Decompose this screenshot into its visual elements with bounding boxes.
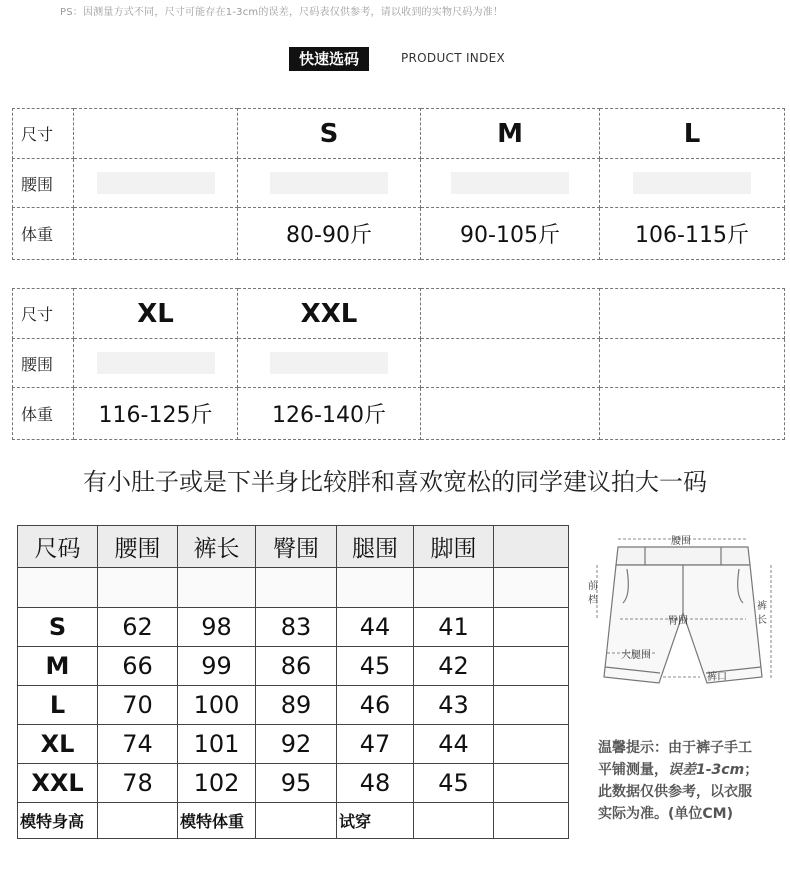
tip-line [598, 759, 788, 781]
table-row [18, 764, 569, 803]
leg-opening-value: 44 [414, 725, 494, 764]
table-row [13, 339, 785, 388]
weight-cell: 90-105斤 [421, 208, 600, 260]
waist-value: 70 [98, 686, 178, 725]
blurred-cell [421, 159, 600, 208]
table-header-row [18, 526, 569, 568]
table-row [18, 608, 569, 647]
empty-cell [421, 339, 600, 388]
size-label: M [18, 647, 98, 686]
try-on-label: 试穿 [337, 803, 414, 839]
thigh-value: 48 [337, 764, 414, 803]
thigh-value: 45 [337, 647, 414, 686]
waist-value: 74 [98, 725, 178, 764]
table-footer-row [18, 803, 569, 839]
empty-cell [600, 388, 785, 440]
tip-line: 此数据仅供参考，以衣服 [598, 784, 752, 800]
tip-text: ； [744, 762, 759, 778]
tip-text: 平铺测量， [598, 762, 668, 778]
hip-value: 83 [256, 608, 337, 647]
empty-cell [494, 568, 569, 608]
sizing-advice: 有小肚子或是下半身比较胖和喜欢宽松的同学建议拍大一码 [83, 468, 707, 496]
thigh-value: 46 [337, 686, 414, 725]
empty-cell [600, 289, 785, 339]
table-row [18, 568, 569, 608]
leg-opening-diagram-label: 裤口 [707, 672, 727, 683]
hip-value: 86 [256, 647, 337, 686]
leg-opening-value: 41 [414, 608, 494, 647]
empty-cell [337, 568, 414, 608]
waist-value: 78 [98, 764, 178, 803]
empty-cell [494, 526, 569, 568]
size-cell: L [600, 109, 785, 159]
table-row [18, 725, 569, 764]
table-row [13, 289, 785, 339]
empty-cell [494, 647, 569, 686]
empty-cell [421, 289, 600, 339]
empty-cell [74, 208, 238, 260]
blurred-cell [238, 339, 421, 388]
length-diagram-label-2: 长 [757, 615, 767, 626]
weight-cell: 106-115斤 [600, 208, 785, 260]
size-cell: XL [74, 289, 238, 339]
weight-cell: 126-140斤 [238, 388, 421, 440]
table-row [18, 647, 569, 686]
measurement-disclaimer: PS：因测量方式不同，尺寸可能存在1-3cm的误差，尺码表仅供参考，请以收到的实物尺码为准！ [60, 7, 504, 18]
empty-cell [256, 568, 337, 608]
model-weight-label: 模特体重 [178, 803, 256, 839]
empty-cell [256, 803, 337, 839]
tip-error-range: 误差1-3cm [668, 762, 745, 778]
hip-diagram-label: 臀围 [668, 616, 688, 627]
length-value: 99 [178, 647, 256, 686]
size-cell: S [238, 109, 421, 159]
front-rise-diagram-label-1: 前 [588, 581, 598, 592]
tip-line: 温馨提示：由于裤子手工 [598, 740, 752, 756]
quick-size-table-1 [12, 108, 785, 260]
empty-cell [494, 608, 569, 647]
empty-cell [494, 764, 569, 803]
length-value: 101 [178, 725, 256, 764]
table-row [13, 159, 785, 208]
table-row [13, 388, 785, 440]
size-chart-table [17, 525, 569, 839]
leg-opening-value: 43 [414, 686, 494, 725]
table-row [13, 109, 785, 159]
leg-opening-value: 42 [414, 647, 494, 686]
size-cell: M [421, 109, 600, 159]
weight-cell: 116-125斤 [74, 388, 238, 440]
column-header: 裤长 [178, 526, 256, 568]
shorts-measurement-diagram [585, 525, 780, 715]
row-label-size: 尺寸 [13, 289, 74, 339]
size-label: L [18, 686, 98, 725]
column-header: 尺码 [18, 526, 98, 568]
weight-cell: 80-90斤 [238, 208, 421, 260]
empty-cell [98, 803, 178, 839]
hip-value: 92 [256, 725, 337, 764]
thigh-diagram-label: 大腿围 [621, 650, 651, 661]
hip-value: 89 [256, 686, 337, 725]
row-label-waist: 腰围 [13, 339, 74, 388]
empty-cell [494, 686, 569, 725]
length-value: 102 [178, 764, 256, 803]
empty-cell [18, 568, 98, 608]
column-header: 腿围 [337, 526, 414, 568]
measurement-tip [598, 737, 788, 825]
length-value: 98 [178, 608, 256, 647]
front-rise-diagram-label-2: 档 [588, 595, 598, 606]
quick-size-table-2 [12, 288, 785, 440]
waist-value: 66 [98, 647, 178, 686]
waist-diagram-label: 腰围 [671, 536, 691, 547]
table-row [13, 208, 785, 260]
row-label-weight: 体重 [13, 208, 74, 260]
blurred-cell [600, 159, 785, 208]
thigh-value: 47 [337, 725, 414, 764]
column-header: 腰围 [98, 526, 178, 568]
thigh-value: 44 [337, 608, 414, 647]
hip-value: 95 [256, 764, 337, 803]
empty-cell [414, 803, 494, 839]
empty-cell [98, 568, 178, 608]
section-subtitle: PRODUCT INDEX [401, 51, 506, 65]
size-label: XXL [18, 764, 98, 803]
blurred-cell [74, 339, 238, 388]
waist-value: 62 [98, 608, 178, 647]
row-label-weight: 体重 [13, 388, 74, 440]
size-label: XL [18, 725, 98, 764]
table-row [18, 686, 569, 725]
column-header: 脚围 [414, 526, 494, 568]
empty-cell [494, 725, 569, 764]
blurred-cell [238, 159, 421, 208]
row-label-waist: 腰围 [13, 159, 74, 208]
blurred-cell [74, 159, 238, 208]
size-label: S [18, 608, 98, 647]
empty-cell [74, 109, 238, 159]
empty-cell [600, 339, 785, 388]
tip-line: 实际为准。(单位CM) [598, 806, 734, 822]
leg-opening-value: 45 [414, 764, 494, 803]
size-cell: XXL [238, 289, 421, 339]
empty-cell [178, 568, 256, 608]
length-diagram-label-1: 裤 [757, 601, 767, 612]
row-label-size: 尺寸 [13, 109, 74, 159]
model-height-label: 模特身高 [18, 803, 98, 839]
section-title-badge: 快速选码 [289, 47, 369, 71]
length-value: 100 [178, 686, 256, 725]
column-header: 臀围 [256, 526, 337, 568]
empty-cell [494, 803, 569, 839]
empty-cell [421, 388, 600, 440]
empty-cell [414, 568, 494, 608]
